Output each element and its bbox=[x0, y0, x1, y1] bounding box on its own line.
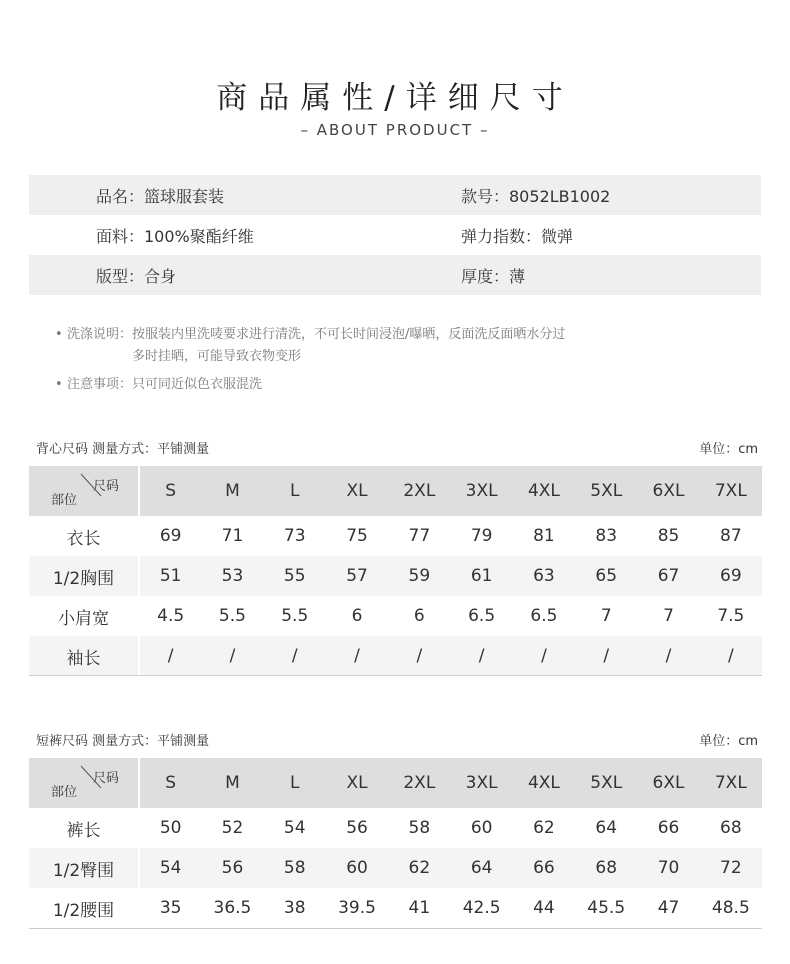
measurement-cell: 70 bbox=[657, 858, 680, 878]
measurement-cell: 5.5 bbox=[281, 606, 309, 626]
table-row bbox=[29, 848, 762, 888]
measurement-cell: / bbox=[478, 646, 485, 666]
measurement-cell: 38 bbox=[283, 898, 306, 918]
size-header: 7XL bbox=[714, 773, 747, 793]
measurement-cell: 5.5 bbox=[218, 606, 246, 626]
size-header-row bbox=[29, 758, 762, 808]
vest-size-table bbox=[29, 466, 762, 676]
product-attributes bbox=[29, 175, 761, 295]
measurement-cell: 63 bbox=[533, 566, 555, 586]
measurement-cell: 45.5 bbox=[587, 898, 626, 918]
measurement-cell: 56 bbox=[346, 818, 368, 838]
measurement-cell: / bbox=[354, 646, 360, 666]
note-text: 只可同近似色衣服混洗 bbox=[132, 377, 263, 392]
measurement-cell: 64 bbox=[470, 858, 493, 878]
size-header: 3XL bbox=[465, 773, 498, 793]
measurement-cell: 53 bbox=[221, 566, 244, 586]
diagonal-divider-icon bbox=[29, 466, 139, 516]
measurement-cell: 83 bbox=[595, 526, 618, 546]
corner-size-label: 尺码 bbox=[93, 479, 120, 494]
measurement-cell: 39.5 bbox=[338, 898, 376, 918]
measurement-cell: 54 bbox=[159, 858, 182, 878]
measurement-cell: 81 bbox=[533, 526, 555, 546]
page-title: 商品属性/详细尺寸 bbox=[216, 80, 574, 116]
measurement-cell: 65 bbox=[595, 566, 618, 586]
size-header: 7XL bbox=[714, 481, 747, 501]
table-row bbox=[29, 516, 762, 556]
shorts-table-title: 短裤尺码 测量方式：平铺测量 bbox=[36, 733, 210, 749]
measurement-cell: 7.5 bbox=[717, 606, 745, 626]
note-item bbox=[55, 374, 755, 396]
note-item bbox=[55, 324, 755, 368]
measurement-cell: 66 bbox=[533, 858, 555, 878]
size-header: S bbox=[165, 481, 177, 501]
measurement-cell: 62 bbox=[533, 818, 555, 838]
size-header: M bbox=[225, 481, 240, 501]
size-header: 4XL bbox=[527, 481, 560, 501]
attribute-fit: 版型：合身 bbox=[96, 266, 177, 286]
table-row bbox=[29, 596, 762, 636]
size-header: 2XL bbox=[403, 773, 436, 793]
row-label: 衣长 bbox=[29, 516, 139, 556]
measurement-cell: 42.5 bbox=[462, 898, 501, 918]
measurement-cell: 54 bbox=[283, 818, 306, 838]
measurement-cell: 6.5 bbox=[468, 606, 496, 626]
size-header: XL bbox=[346, 773, 368, 793]
size-header: S bbox=[165, 773, 177, 793]
size-header: 6XL bbox=[652, 481, 685, 501]
vest-table-unit: 单位：cm bbox=[699, 441, 758, 457]
measurement-cell: 6.5 bbox=[530, 606, 558, 626]
note-label: 洗涤说明： bbox=[67, 327, 133, 342]
size-header: L bbox=[290, 773, 300, 793]
measurement-cell: / bbox=[541, 646, 547, 666]
size-header: 2XL bbox=[403, 481, 436, 501]
measurement-cell: 66 bbox=[657, 818, 680, 838]
measurement-cell: 75 bbox=[346, 526, 368, 546]
size-header: XL bbox=[346, 481, 368, 501]
measurement-cell: 36.5 bbox=[213, 898, 252, 918]
measurement-cell: 50 bbox=[159, 818, 182, 838]
attribute-name: 品名：篮球服套装 bbox=[96, 186, 225, 206]
measurement-cell: 7 bbox=[600, 606, 612, 626]
measurement-cell: 44 bbox=[533, 898, 555, 918]
measurement-cell: 79 bbox=[470, 526, 493, 546]
measurement-cell: 41 bbox=[408, 898, 431, 918]
corner-part-label: 部位 bbox=[51, 785, 78, 800]
size-header: L bbox=[290, 481, 300, 501]
measurement-cell: 60 bbox=[346, 858, 368, 878]
size-header: 5XL bbox=[590, 773, 623, 793]
row-label: 裤长 bbox=[29, 808, 139, 848]
table-divider bbox=[29, 675, 762, 676]
measurement-cell: 64 bbox=[595, 818, 618, 838]
measurement-cell: 56 bbox=[221, 858, 244, 878]
measurement-cell: / bbox=[291, 646, 298, 666]
vest-table-header bbox=[36, 437, 758, 457]
measurement-cell: 87 bbox=[720, 526, 742, 546]
size-header: M bbox=[225, 773, 240, 793]
table-corner bbox=[29, 466, 139, 516]
row-label: 袖长 bbox=[29, 636, 139, 676]
page-subtitle: – ABOUT PRODUCT – bbox=[300, 121, 490, 139]
measurement-cell: 71 bbox=[221, 526, 244, 546]
measurement-cell: 51 bbox=[159, 566, 182, 586]
diagonal-divider-icon bbox=[29, 758, 139, 808]
measurement-cell: 77 bbox=[408, 526, 431, 546]
measurement-cell: 4.5 bbox=[157, 606, 185, 626]
measurement-cell: / bbox=[416, 646, 423, 666]
note-text: 按服装内里洗唛要求进行清洗，不可长时间浸泡/曝晒，反面洗反面晒水分过多时挂晒，可能导致衣物变形 bbox=[132, 327, 566, 364]
size-header: 5XL bbox=[590, 481, 623, 501]
measurement-cell: 69 bbox=[720, 566, 742, 586]
care-notes bbox=[55, 324, 755, 402]
measurement-cell: 57 bbox=[346, 566, 368, 586]
row-label: 1/2腰围 bbox=[29, 888, 139, 928]
attribute-elasticity: 弹力指数：微弹 bbox=[461, 226, 574, 246]
measurement-cell: / bbox=[167, 646, 174, 666]
measurement-cell: / bbox=[229, 646, 236, 666]
vest-table-title: 背心尺码 测量方式：平铺测量 bbox=[36, 441, 210, 457]
attribute-fabric: 面料：100%聚酯纤维 bbox=[96, 226, 254, 246]
note-label: 注意事项： bbox=[67, 377, 133, 392]
bullet-icon: • bbox=[55, 327, 63, 342]
row-label: 1/2臀围 bbox=[29, 848, 139, 888]
size-header: 6XL bbox=[652, 773, 685, 793]
measurement-cell: 72 bbox=[720, 858, 742, 878]
measurement-cell: 7 bbox=[663, 606, 674, 626]
measurement-cell: 69 bbox=[159, 526, 182, 546]
measurement-cell: 55 bbox=[283, 566, 306, 586]
attribute-row bbox=[29, 255, 761, 295]
corner-part-label: 部位 bbox=[51, 493, 78, 508]
size-header-row bbox=[29, 466, 762, 516]
attribute-thickness: 厚度：薄 bbox=[461, 266, 526, 286]
measurement-cell: 48.5 bbox=[711, 898, 750, 918]
measurement-cell: 6 bbox=[413, 606, 425, 626]
shorts-table-header bbox=[36, 729, 758, 749]
shorts-size-table bbox=[29, 758, 762, 928]
measurement-cell: 73 bbox=[283, 526, 306, 546]
measurement-cell: 6 bbox=[351, 606, 363, 626]
table-row bbox=[29, 888, 762, 928]
measurement-cell: 85 bbox=[657, 526, 680, 546]
row-label: 1/2胸围 bbox=[29, 556, 139, 596]
measurement-cell: 61 bbox=[470, 566, 493, 586]
table-row bbox=[29, 556, 762, 596]
measurement-cell: 52 bbox=[221, 818, 244, 838]
corner-size-label: 尺码 bbox=[93, 771, 120, 786]
measurement-cell: 35 bbox=[159, 898, 182, 918]
table-corner bbox=[29, 758, 139, 808]
size-header: 4XL bbox=[527, 773, 560, 793]
measurement-cell: 58 bbox=[408, 818, 431, 838]
attribute-row bbox=[29, 175, 761, 215]
bullet-icon: • bbox=[55, 377, 63, 392]
measurement-cell: / bbox=[727, 646, 734, 666]
measurement-cell: 59 bbox=[408, 566, 431, 586]
row-label: 小肩宽 bbox=[29, 596, 139, 636]
measurement-cell: 60 bbox=[470, 818, 493, 838]
measurement-cell: 67 bbox=[657, 566, 680, 586]
size-header: 3XL bbox=[465, 481, 498, 501]
measurement-cell: / bbox=[665, 646, 672, 666]
measurement-cell: 62 bbox=[408, 858, 431, 878]
measurement-cell: 68 bbox=[595, 858, 618, 878]
table-divider bbox=[29, 928, 762, 929]
attribute-row bbox=[29, 215, 761, 255]
table-row bbox=[29, 808, 762, 848]
measurement-cell: 47 bbox=[657, 898, 680, 918]
shorts-table-unit: 单位：cm bbox=[699, 733, 758, 749]
measurement-cell: / bbox=[603, 646, 610, 666]
measurement-cell: 58 bbox=[283, 858, 306, 878]
measurement-cell: 68 bbox=[720, 818, 742, 838]
table-row bbox=[29, 636, 762, 676]
attribute-style-number: 款号：8052LB1002 bbox=[461, 186, 611, 206]
